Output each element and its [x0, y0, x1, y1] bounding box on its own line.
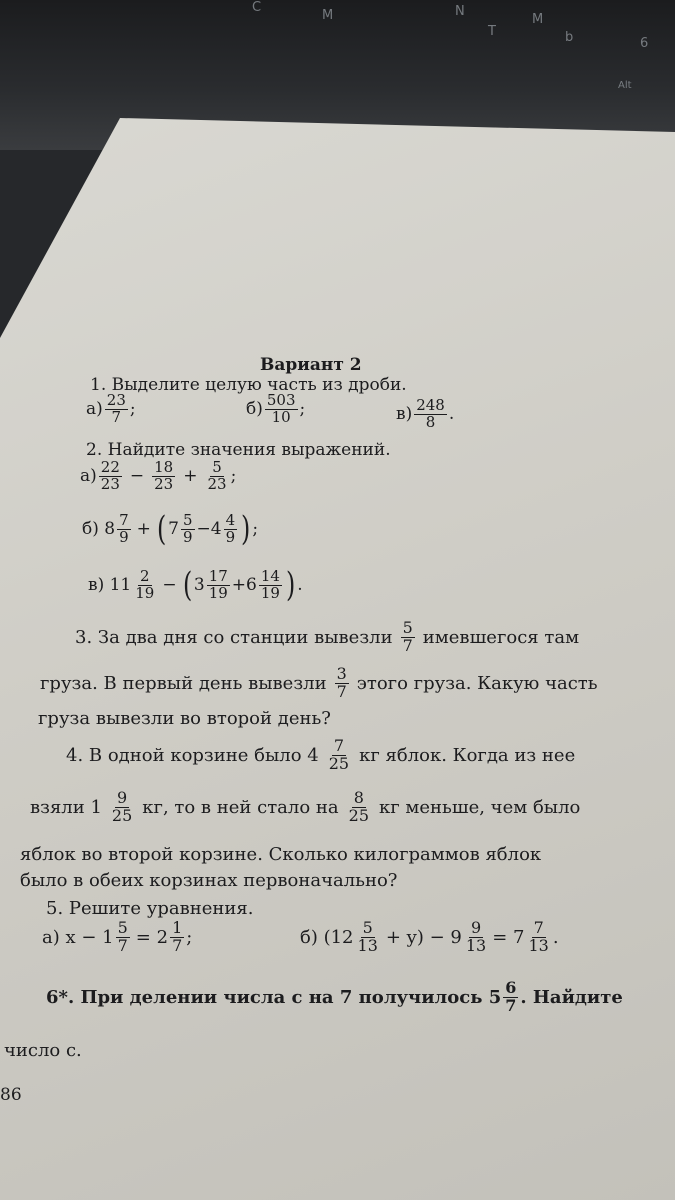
text: + y) − 9: [385, 926, 462, 948]
task3-line2: [40, 666, 598, 701]
operator: +: [136, 519, 151, 539]
task6-line1: [46, 980, 623, 1015]
task3-line3: груза вывезли во второй день?: [38, 708, 331, 729]
key-legend: b: [565, 30, 574, 45]
fraction: $\frac{7}{9}$: [119, 510, 129, 546]
operator: −: [162, 575, 177, 595]
key-legend: T: [488, 24, 496, 39]
fraction: $\frac{5}{7}$: [402, 618, 413, 655]
task2-b: б) 8 $\frac{7}{9}$ + ( 7 $\frac{5}{9}$ −4 $\frac{4}{9}$ ) ;: [82, 509, 259, 549]
punct: .: [297, 575, 303, 595]
label: в) 11: [88, 575, 132, 595]
label: б): [246, 399, 263, 420]
task5-b: [300, 920, 559, 955]
task4-line3: яблок во второй корзине. Сколько килограммов яблок: [20, 844, 542, 865]
page-number: 86: [0, 1085, 22, 1105]
punct: ;: [299, 399, 306, 420]
task5-a: [42, 920, 192, 955]
text: 6*. При делении числа c на 7 получилось 5: [46, 986, 502, 1008]
text: кг, то в ней стало на: [142, 796, 339, 818]
task1-a: [86, 393, 136, 426]
task5-heading: 5. Решите уравнения.: [46, 898, 254, 919]
punct: ;: [252, 519, 259, 539]
task2-c: в) 11 $\frac{2}{19}$ − ( 3 $\frac{17}{19}$ +6 $\frac{14}{19}$ ) .: [88, 565, 303, 605]
fraction: $\frac{22}{23}$: [100, 458, 120, 493]
text: этого груза. Какую часть: [356, 672, 598, 694]
task2-a: [80, 460, 236, 493]
text: а) x − 1: [42, 926, 114, 948]
fraction: $\frac{503}{10}$: [266, 391, 296, 426]
key-legend: M: [532, 12, 544, 27]
key-legend: C: [252, 0, 262, 15]
fraction: $\frac{17}{19}$: [208, 566, 228, 602]
text: груза. В первый день вывезли: [40, 672, 327, 694]
fraction: $\frac{9}{13}$: [465, 918, 487, 955]
text: . Найдите: [520, 986, 623, 1008]
fraction: $\frac{23}{7}$: [106, 391, 126, 426]
text: б) (12: [300, 926, 354, 948]
label: а): [86, 399, 103, 420]
text: 4. В одной корзине было 4: [66, 744, 319, 766]
task2-heading: 2. Найдите значения выражений.: [86, 440, 391, 460]
fraction: $\frac{5}{13}$: [357, 918, 378, 955]
task1-heading: 1. Выделите целую часть из дроби.: [90, 375, 407, 395]
punct: ;: [230, 466, 237, 487]
operator: −: [129, 466, 145, 487]
text: взяли 1: [30, 796, 102, 818]
key-legend: N: [455, 4, 465, 19]
text: = 7: [492, 926, 525, 948]
task1-c: [396, 398, 454, 431]
whole-part: 7: [168, 519, 179, 539]
task6-line2: число c.: [4, 1040, 82, 1061]
task4-line2: [30, 790, 580, 825]
operator: +: [183, 466, 198, 487]
text: имевшегося там: [422, 626, 580, 648]
whole-part: 3: [193, 575, 205, 595]
fraction: $\frac{7}{25}$: [328, 736, 350, 773]
fraction: $\frac{6}{7}$: [505, 978, 517, 1015]
text: 3. За два дня со станции вывезли: [75, 626, 393, 648]
text: = 2: [135, 926, 169, 948]
key-legend: M: [322, 8, 334, 23]
label: б) 8: [82, 519, 116, 539]
fraction: $\frac{5}{23}$: [207, 458, 227, 493]
variant-title: Вариант 2: [260, 355, 362, 375]
punct: .: [552, 926, 559, 948]
fraction: $\frac{1}{7}$: [172, 918, 183, 955]
operator: −4: [196, 519, 222, 539]
key-legend: 6: [640, 36, 649, 51]
text: кг яблок. Когда из нее: [359, 744, 576, 766]
fraction: $\frac{14}{19}$: [260, 566, 280, 602]
operator: +6: [231, 575, 257, 595]
fraction: $\frac{248}{8}$: [416, 396, 445, 431]
fraction: $\frac{9}{25}$: [111, 788, 133, 825]
fraction: $\frac{8}{25}$: [348, 788, 369, 825]
fraction: $\frac{5}{7}$: [117, 918, 128, 955]
punct: ;: [129, 399, 136, 420]
fraction: $\frac{5}{9}$: [182, 510, 193, 546]
fraction: $\frac{3}{7}$: [336, 664, 347, 701]
punct: .: [448, 404, 455, 425]
task4-line4: было в обеих корзинах первоначально?: [20, 870, 398, 891]
text: кг меньше, чем было: [379, 796, 581, 818]
key-legend: Alt: [618, 80, 632, 91]
task1-b: [246, 393, 305, 426]
fraction: $\frac{7}{13}$: [528, 918, 549, 955]
punct: ;: [186, 926, 193, 948]
label: в): [396, 404, 413, 425]
task3-line1: [75, 620, 579, 655]
task4-line1: [66, 738, 575, 773]
fraction: $\frac{4}{9}$: [225, 510, 236, 546]
label: а): [80, 466, 97, 487]
fraction: $\frac{2}{19}$: [135, 566, 155, 602]
fraction: $\frac{18}{23}$: [154, 458, 174, 493]
